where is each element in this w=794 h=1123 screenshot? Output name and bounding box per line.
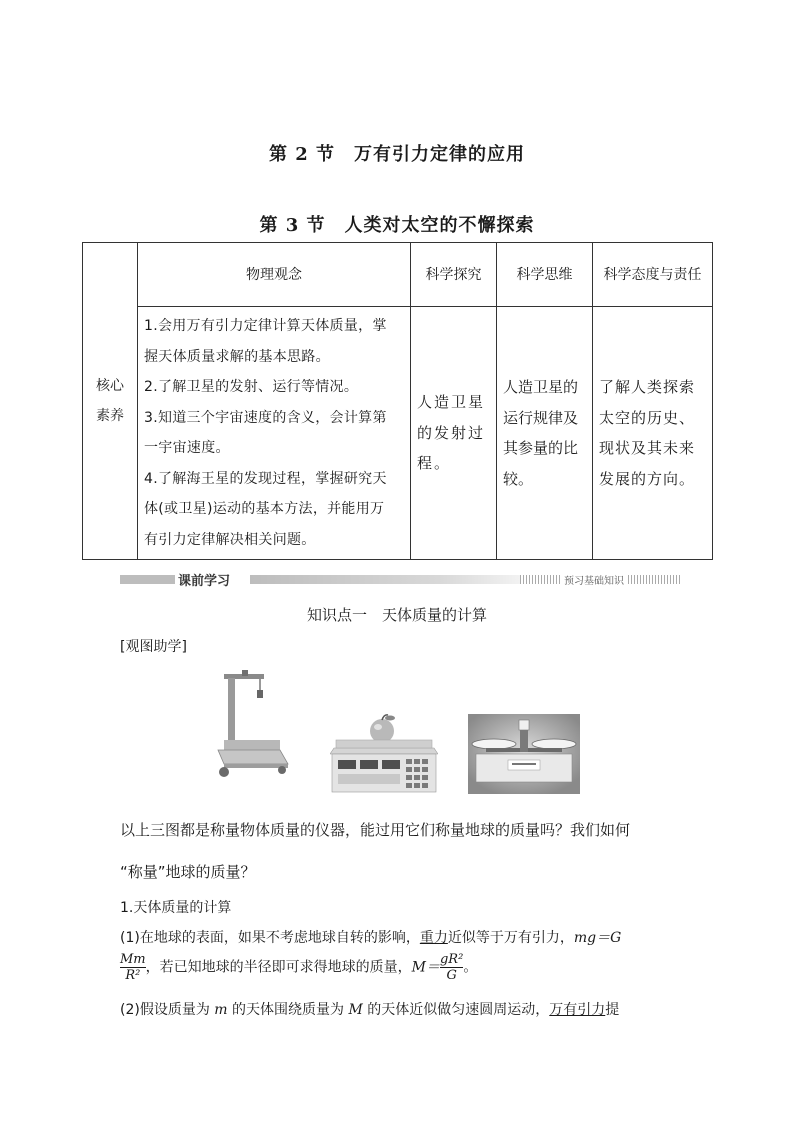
item1-after: 近似等于万有引力， [447,930,574,946]
concept-line: 握天体质量求解的基本思路。 [144,348,330,365]
attitude-responsibility-cell: 了解人类探索太空的历史、现状及其未来发展的方向。 [593,307,713,560]
electronic-scale-image [330,712,438,794]
mass-denominator: G [440,967,463,983]
header-attitude-responsibility [593,243,713,307]
item1-before: (1)在地球的表面，如果不考虑地球自转的影响， [120,930,420,946]
physics-concept-cell [138,307,411,560]
item-1-line [120,928,621,948]
subsection-title: 第 3 节 人类对太空的不懈探索 [259,215,535,236]
earth-mass-fraction [440,952,463,983]
item1-end: 。 [463,959,478,976]
bar-hatch-right [628,575,680,584]
item1-formula-lhs: mg＝G [573,930,622,946]
table-row-label [83,243,138,560]
figure-tag: [观图助学] [120,639,187,655]
concept-line: 一宇宙速度。 [144,440,230,456]
fraction-denominator: R² [120,967,146,983]
item2-M: M [348,1002,363,1018]
header-scientific-inquiry: 科学探究 [411,243,497,307]
section-title: 第 2 节 万有引力定律的应用 [268,144,526,165]
item1-middle: ，若已知地球的半径即可求得地球的质量， [145,959,412,976]
mass-numerator: gR² [439,952,464,967]
item2-mid2: 的天体近似做匀速圆周运动， [362,1002,550,1018]
section-bar-sublabel: 预习基础知识 [564,576,624,587]
core-literacy-table [82,242,713,560]
heading-mass-calculation: 1.天体质量的计算 [120,900,232,916]
fraction-numerator: Mm [120,952,146,967]
concept-line: 3.知道三个宇宙速度的含义，会计算第 [144,409,387,426]
item2-after: 提 [605,1002,620,1018]
item-1-formula-line [120,952,477,983]
bar-hatch [520,575,560,584]
section-bar-label: 课前学习 [178,574,231,589]
row-label-text: 核心素养 [96,378,124,424]
concept-line: 4.了解海王星的发现过程，掌握研究天 [144,470,387,487]
header-physics-concept: 物理观念 [138,243,411,307]
item2-mid1: 的天体围绕质量为 [227,1002,349,1018]
concept-line: 有引力定律解决相关问题。 [144,531,316,548]
platform-scale-image [210,668,290,780]
question-line-2: “称量”地球的质量？ [120,863,256,881]
concept-line: 1.会用万有引力定律计算天体质量，掌 [144,318,387,334]
concept-line: 2.了解卫星的发射、运行等情况。 [144,379,359,395]
bar-gradient [250,575,520,584]
item-2-line [120,1000,619,1020]
bar-left-block [120,575,175,584]
item1-underlined: 重力 [419,930,448,946]
header-scientific-thinking: 科学思维 [497,243,593,307]
scientific-thinking-cell: 人造卫星的运行规律及其参量的比较。 [497,307,593,560]
header-attitude-text: 科学态度与责任 [603,266,702,283]
item2-m: m [214,1002,228,1018]
knowledge-point-title: 知识点一 天体质量的计算 [306,606,487,624]
item1-result-lhs: M＝ [411,959,440,976]
gravity-fraction [120,952,146,983]
pan-balance-image [468,714,580,794]
section-bar [120,572,680,589]
item2-underlined: 万有引力 [549,1002,606,1018]
question-line-1: 以上三图都是称量物体质量的仪器，能过用它们称量地球的质量吗？我们如何 [120,821,631,839]
item2-before: (2)假设质量为 [120,1002,215,1018]
concept-line: 体(或卫星)运动的基本方法，并能用万 [144,501,385,517]
scientific-inquiry-cell: 人造卫星的发射过程。 [411,307,497,560]
